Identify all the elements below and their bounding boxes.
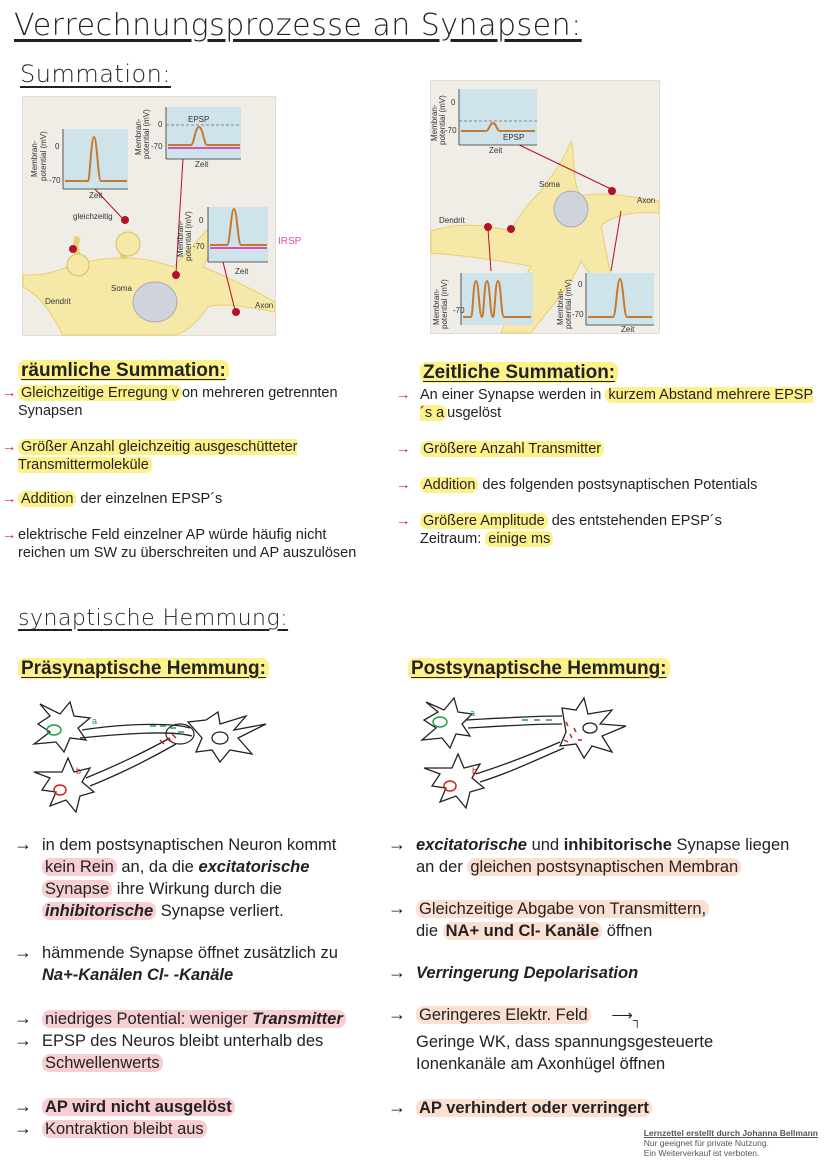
list-item: → Geringeres Elektr. Feld $⟶_┐$ Geringe WK, dass spannungsgesteuerte Ionenkanäle am Axonhügel öffnen — [388, 1004, 714, 1073]
graphR2-ylabel-2: potential (mV) — [440, 279, 449, 329]
list-item: → excitatorische und inhibitorische Synapse liegen an der gleichen postsynaptischen Membran — [388, 834, 790, 876]
label-b: b — [76, 766, 82, 776]
label-a: a — [92, 716, 98, 726]
list-item: → in dem postsynaptischen Neuron kommt kein Rein an, da die excitatorische Synapse ihre Wirkung durch die inhibitorische Synapse verliert. — [14, 834, 337, 920]
label-soma: Soma — [111, 284, 132, 293]
footer-line-1: Lernzettel erstellt durch Johanna Bellmann — [643, 1128, 818, 1138]
list-item: → EPSP des Neuros bleibt unterhalb des Schwellenwerts — [14, 1030, 324, 1072]
list-item: → Gleichzeitige Erregung v on mehreren getrennten Synapsen — [2, 385, 338, 419]
graph2-ylabel-2: potential (mV) — [142, 109, 151, 159]
labelR-dendrit: Dendrit — [439, 216, 465, 225]
neuron-diagram-left — [23, 97, 275, 335]
label-b-post: b — [472, 766, 478, 776]
graph3-ylabel-1: Membran- — [176, 220, 185, 257]
postsynaptische-hemmung-heading: Postsynaptische Hemmung: — [408, 658, 670, 680]
graphR1-ylabel-1: Membran- — [430, 104, 439, 141]
graph3-ylabel-2: potential (mV) — [184, 211, 193, 261]
raeumliche-summation-heading: räumliche Summation: — [18, 360, 229, 382]
graphR2-minus70: -70 — [453, 306, 465, 315]
graph1-zero: 0 — [55, 142, 60, 151]
figure-zeitliche-summation — [430, 80, 660, 334]
label-axon: Axon — [255, 301, 274, 310]
label-gleichzeitig: gleichzeitig — [73, 212, 113, 221]
summation-heading: Summation: — [20, 60, 171, 88]
list-item: → Größer Anzahl gleichzeitig ausgeschütteter Transmittermoleküle — [2, 439, 298, 473]
footer-line-3: Ein Weiterverkauf ist verboten. — [643, 1148, 760, 1158]
praesynaptisch-list — [14, 834, 394, 1140]
postsynaptisch-list — [388, 834, 824, 1119]
neuron-diagram-right — [431, 81, 659, 333]
graph3-zeit: Zeit — [235, 267, 249, 276]
graph3-minus70: -70 — [193, 242, 205, 251]
graphR1-epsp: EPSP — [503, 133, 525, 142]
graphR1-zero: 0 — [451, 98, 456, 107]
list-item: → Größere Amplitude des entstehenden EPSP´s Zeitraum: einige ms — [396, 513, 722, 547]
graphR1-minus70: -70 — [445, 126, 457, 135]
praesynaptisch-sketch — [20, 694, 280, 818]
graph1-ylabel-1: Membran- — [30, 140, 39, 177]
figure-raeumliche-summation — [22, 96, 276, 336]
labelR-soma: Soma — [539, 180, 560, 189]
graphR3-zero: 0 — [578, 280, 583, 289]
list-item: → AP verhindert oder verringert — [388, 1097, 824, 1119]
list-item: → Größere Anzahl Transmitter — [396, 440, 816, 458]
list-item: → Addition des folgenden postsynaptischen Potentials — [396, 477, 758, 493]
graph2-zero: 0 — [158, 120, 163, 129]
hook-arrow-icon: $⟶_┐$ — [611, 1007, 642, 1027]
hemmung-heading: synaptische Hemmung: — [18, 606, 289, 631]
postsynaptisch-sketch — [412, 694, 632, 818]
graph1-ylabel-2: potential (mV) — [39, 131, 48, 181]
list-item: → AP wird nicht ausgelöst — [14, 1096, 394, 1118]
graph1-zeit: Zeit — [89, 191, 103, 200]
labelR-axon: Axon — [637, 196, 656, 205]
footer-note — [644, 1128, 818, 1158]
list-item: → An einer Synapse werden in kurzem Abstand mehrere EPSP´s a usgelöst — [396, 387, 814, 421]
graphR2-ylabel-1: Membran- — [432, 288, 441, 325]
graph2-zeit: Zeit — [195, 160, 209, 169]
list-item: → Addition der einzelnen EPSP´s — [2, 491, 223, 507]
list-item: → elektrische Feld einzelner AP würde häufig nicht reichen um SW zu überschreiten und AP auszulösen — [2, 527, 357, 561]
graphR3-minus70: -70 — [572, 310, 584, 319]
zeitliche-summation-heading: Zeitliche Summation: — [420, 362, 618, 384]
list-item: → niedriges Potential: weniger Transmitter — [14, 1008, 394, 1030]
graph3-zero: 0 — [199, 216, 204, 225]
zeitliche-summation-list — [396, 386, 816, 548]
footer-line-2: Nur geeignet für private Nutzung. — [643, 1138, 769, 1148]
label-a-post: a — [470, 708, 476, 718]
graph2-epsp: EPSP — [188, 115, 210, 124]
graphR1-zeit: Zeit — [489, 146, 503, 155]
graph2-ylabel-1: Membran- — [134, 118, 143, 155]
graphR3-ylabel-2: potential (mV) — [564, 279, 573, 329]
praesynaptische-hemmung-heading: Präsynaptische Hemmung: — [18, 658, 269, 680]
list-item: → Kontraktion bleibt aus — [14, 1118, 394, 1140]
graphR1-ylabel-2: potential (mV) — [438, 95, 447, 145]
raeumliche-summation-list — [2, 384, 382, 562]
page-title: Verrechnungsprozesse an Synapsen: — [14, 8, 582, 43]
graph2-minus70: -70 — [151, 142, 163, 151]
graphR3-zeit: Zeit — [621, 325, 635, 334]
graphR3-ylabel-1: Membran- — [556, 288, 565, 325]
list-item: → Gleichzeitige Abgabe von Transmittern, die NA+ und Cl- Kanäle öffnen — [388, 898, 824, 942]
irsp-annotation: IRSP — [278, 236, 302, 247]
graph1-minus70: -70 — [49, 176, 61, 185]
list-item: → Verringerung Depolarisation — [388, 962, 639, 982]
label-dendrit: Dendrit — [45, 297, 71, 306]
list-item: → hämmende Synapse öffnet zusätzlich zu Na+-Kanälen Cl- -Kanäle — [14, 942, 338, 984]
